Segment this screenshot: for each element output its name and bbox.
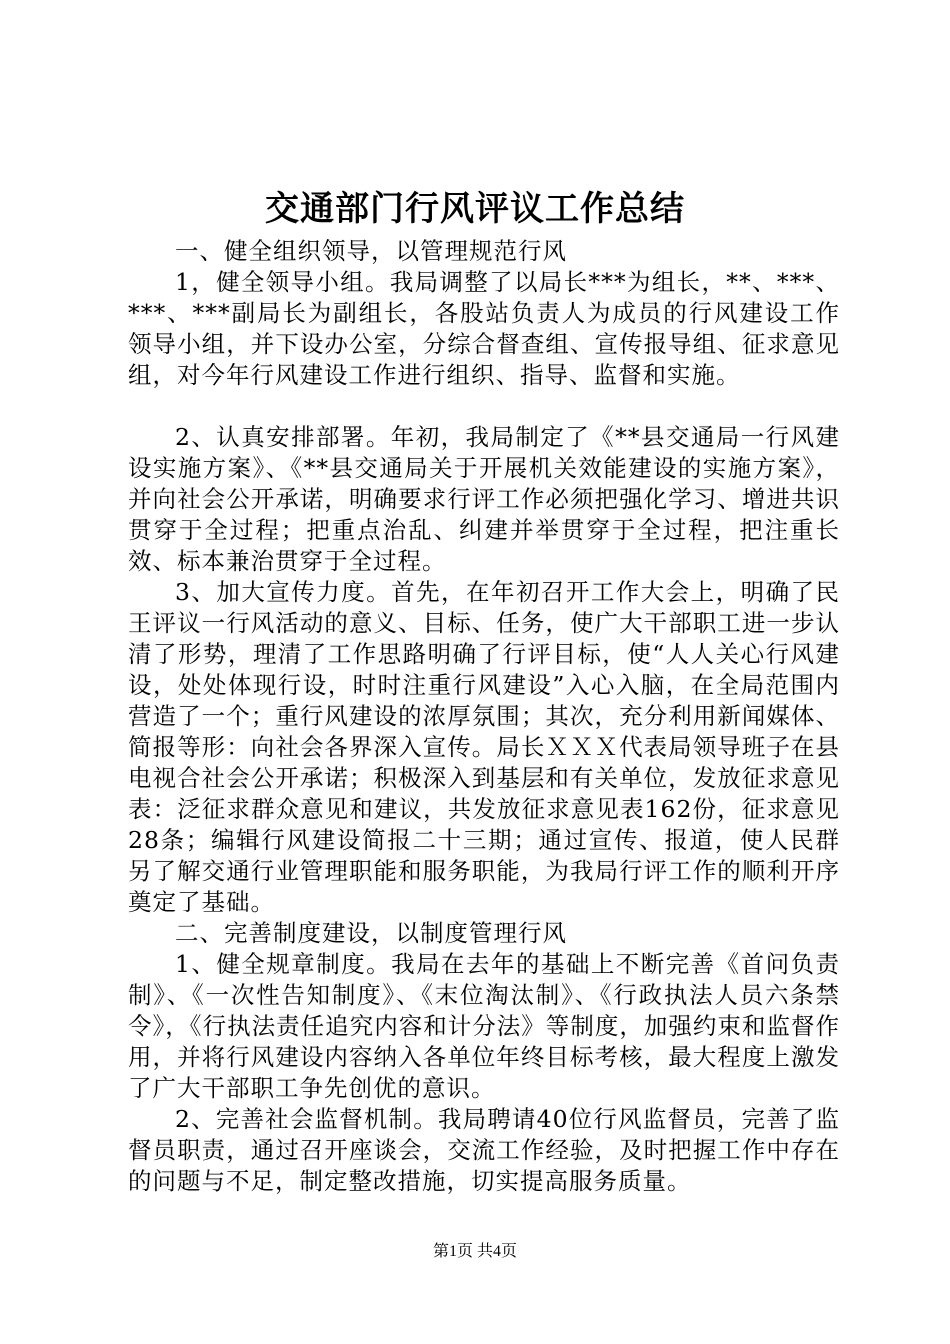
paragraph-supervision: 2、完善社会监督机制。我局聘请40位行风监督员，完善了监督员职责，通过召开座谈会，交流工作经验，及时把握工作中存在的问题与不足，制定整改措施，切实提高服务质量。 [128, 1105, 840, 1195]
paragraph-leadership-group: 1，健全领导小组。我局调整了以局长***为组长，**、***、***、***副局长为副组长，各股站负责人为成员的行风建设工作领导小组，并下设办公室，分综合督查组、宣传报导组、征求意见组，对今年行风建设工作进行组织、指导、监督和实施。 [128, 268, 840, 389]
section-heading-2: 二、完善制度建设，以制度管理行风 [175, 919, 567, 947]
document-title: 交通部门行风评议工作总结 [265, 189, 685, 229]
page-number-footer: 第1页 共4页 [432, 1243, 517, 1260]
paragraph-publicity: 3、加大宣传力度。首先，在年初召开工作大会上，明确了民王评议一行风活动的意义、目标、任务，使广大干部职工进一步认清了形势，理清了工作思路明确了行评目标，使“人人关心行风建设，处处体现行设，时时注重行风建设”入心入脑，在全局范围内营造了一个；重行风建设的浓厚氛围；其次，充分利用新闻媒体、简报等形：向社会各界深入宣传。局长ＸＸＸ代表局领导班子在县电视合社会公开承诺；积极深入到基层和有关单位，发放征求意见表：泛征求群众意见和建议，共发放征求意见表162份，征求意见28条；编辑行风建设简报二十三期；通过宣传、报道，使人民群另了解交通行业管理职能和服务职能，为我局行评工作的顺利开序奠定了基础。 [128, 578, 840, 916]
paragraph-regulations: 1、健全规章制度。我局在去年的基础上不断完善《首问负责制》、《一次性告知制度》、《末位淘汰制》、《行政执法人员六条禁令》，《行执法责任追究内容和计分法》等制度，加强约束和监督作用，并将行风建设内容纳入各单位年终目标考核，最大程度上激发了广大干部职工争先创优的意识。 [128, 950, 840, 1102]
document-body [128, 236, 840, 1197]
section-heading-1: 一、健全组织领导，以管理规范行风 [175, 237, 567, 265]
paragraph-deployment: 2、认真安排部署。年初，我局制定了《**县交通局一行风建设实施方案》、《**县交通局关于开展机关效能建设的实施方案》，并向社会公开承诺，明确要求行评工作必须把强化学习、增进共识贯穿于全过程；把重点治乱、纠建并举贯穿于全过程，把注重长效、标本兼治贯穿于全过程。 [128, 423, 840, 575]
